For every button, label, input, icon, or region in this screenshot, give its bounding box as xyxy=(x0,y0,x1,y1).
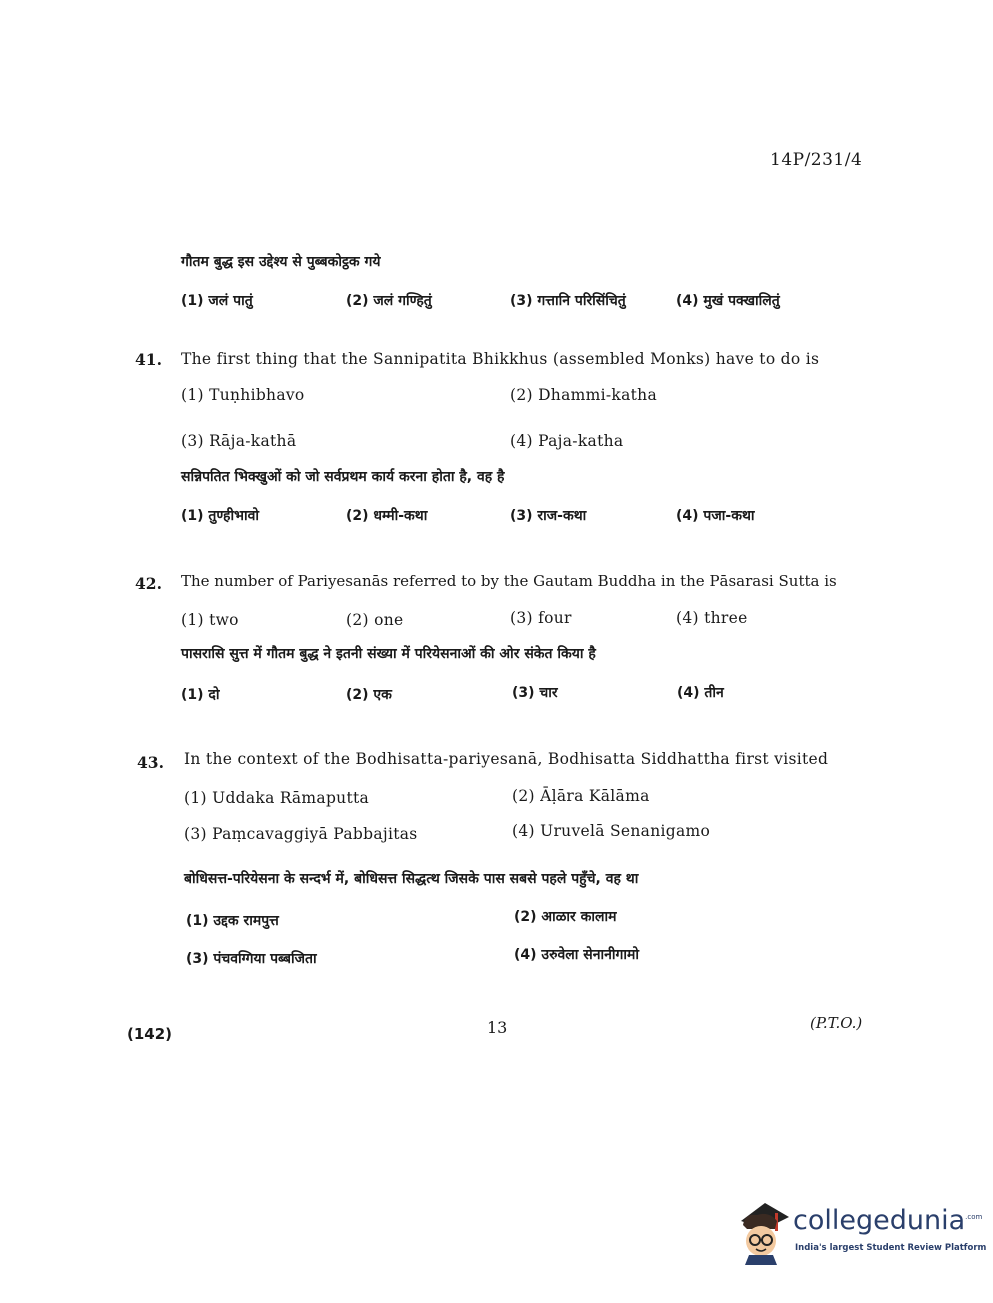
q40-hindi-option-4: (4) मुखं पक्खालितुं xyxy=(676,293,780,309)
q42-option-1: (1) two xyxy=(181,611,239,629)
q40-hindi-option-1: (1) जलं पातुं xyxy=(181,293,253,309)
q42-hindi-option-1: (1) दो xyxy=(181,687,220,703)
q42-option-4: (4) three xyxy=(676,609,748,627)
q43-hindi-option-3: (3) पंचवग्गिया पब्बजिता xyxy=(186,951,317,967)
q42-option-3: (3) four xyxy=(510,609,572,627)
q42-hindi-option-2: (2) एक xyxy=(346,687,392,703)
paper-code: 14P/231/4 xyxy=(770,150,863,170)
q43-hindi-question: बोधिसत्त-परियेसना के सन्दर्भ में, बोधिसत्त सिद्धत्थ जिसके पास सबसे पहले पहुँचे, वह था xyxy=(184,871,639,887)
q42-option-2: (2) one xyxy=(346,611,404,629)
q43-question: In the context of the Bodhisatta-pariyesanā, Bodhisatta Siddhattha first visited xyxy=(184,750,829,768)
collegedunia-logo xyxy=(735,1195,987,1270)
q41-option-1: (1) Tuṇhibhavo xyxy=(181,386,305,404)
q42-number: 42. xyxy=(135,574,162,593)
q41-hindi-option-1: (1) तुण्हीभावो xyxy=(181,508,259,524)
q40-hindi-question: गौतम बुद्ध इस उद्देश्य से पुब्बकोट्ठक गये xyxy=(181,254,381,270)
q43-option-4: (4) Uruvelā Senanigamo xyxy=(512,822,711,840)
logo-tagline: India's largest Student Review Platform xyxy=(795,1243,987,1253)
q42-question: The number of Pariyesanās referred to by the Gautam Buddha in the Pāsarasi Sutta is xyxy=(181,572,837,590)
q43-hindi-option-1: (1) उद्दक रामपुत्त xyxy=(186,913,279,929)
q43-option-1: (1) Uddaka Rāmaputta xyxy=(184,789,370,807)
q40-hindi-option-2: (2) जलं गण्हितुं xyxy=(346,293,432,309)
mascot-icon xyxy=(735,1195,791,1265)
q43-option-3: (3) Paṃcavaggiyā Pabbajitas xyxy=(184,825,418,843)
q42-hindi-option-3: (3) चार xyxy=(512,685,558,701)
q41-hindi-option-4: (4) पजा-कथा xyxy=(676,508,755,524)
q42-hindi-question: पासरासि सुत्त में गौतम बुद्ध ने इतनी संख्या में परियेसनाओं की ओर संकेत किया है xyxy=(181,646,596,662)
q41-option-4: (4) Paja-katha xyxy=(510,432,624,450)
q41-number: 41. xyxy=(135,350,162,369)
q43-hindi-option-4: (4) उरुवेला सेनानीगामो xyxy=(514,947,639,963)
q41-hindi-option-3: (3) राज-कथा xyxy=(510,508,587,524)
q41-question: The first thing that the Sannipatita Bhikkhus (assembled Monks) have to do is xyxy=(181,350,820,368)
logo-brand: collegedunia xyxy=(793,1205,966,1236)
q41-hindi-option-2: (2) धम्मी-कथा xyxy=(346,508,428,524)
q40-hindi-option-3: (3) गत्तानि परिसिंचितुं xyxy=(510,293,626,309)
footer-booklet-code: (142) xyxy=(127,1025,173,1043)
q43-option-2: (2) Āḷāra Kālāma xyxy=(512,787,650,805)
logo-wordmark xyxy=(793,1205,982,1236)
q41-option-2: (2) Dhammi-katha xyxy=(510,386,658,404)
page-number: 13 xyxy=(487,1018,508,1037)
q41-option-3: (3) Rāja-kathā xyxy=(181,432,297,450)
q43-number: 43. xyxy=(137,753,164,772)
q42-hindi-option-4: (4) तीन xyxy=(677,685,724,701)
q43-hindi-option-2: (2) आळार कालाम xyxy=(514,909,617,925)
logo-suffix: .com xyxy=(965,1213,983,1221)
pto-label: (P.T.O.) xyxy=(810,1014,863,1032)
q41-hindi-question: सन्निपतित भिक्खुओं को जो सर्वप्रथम कार्य करना होता है, वह है xyxy=(181,469,505,485)
